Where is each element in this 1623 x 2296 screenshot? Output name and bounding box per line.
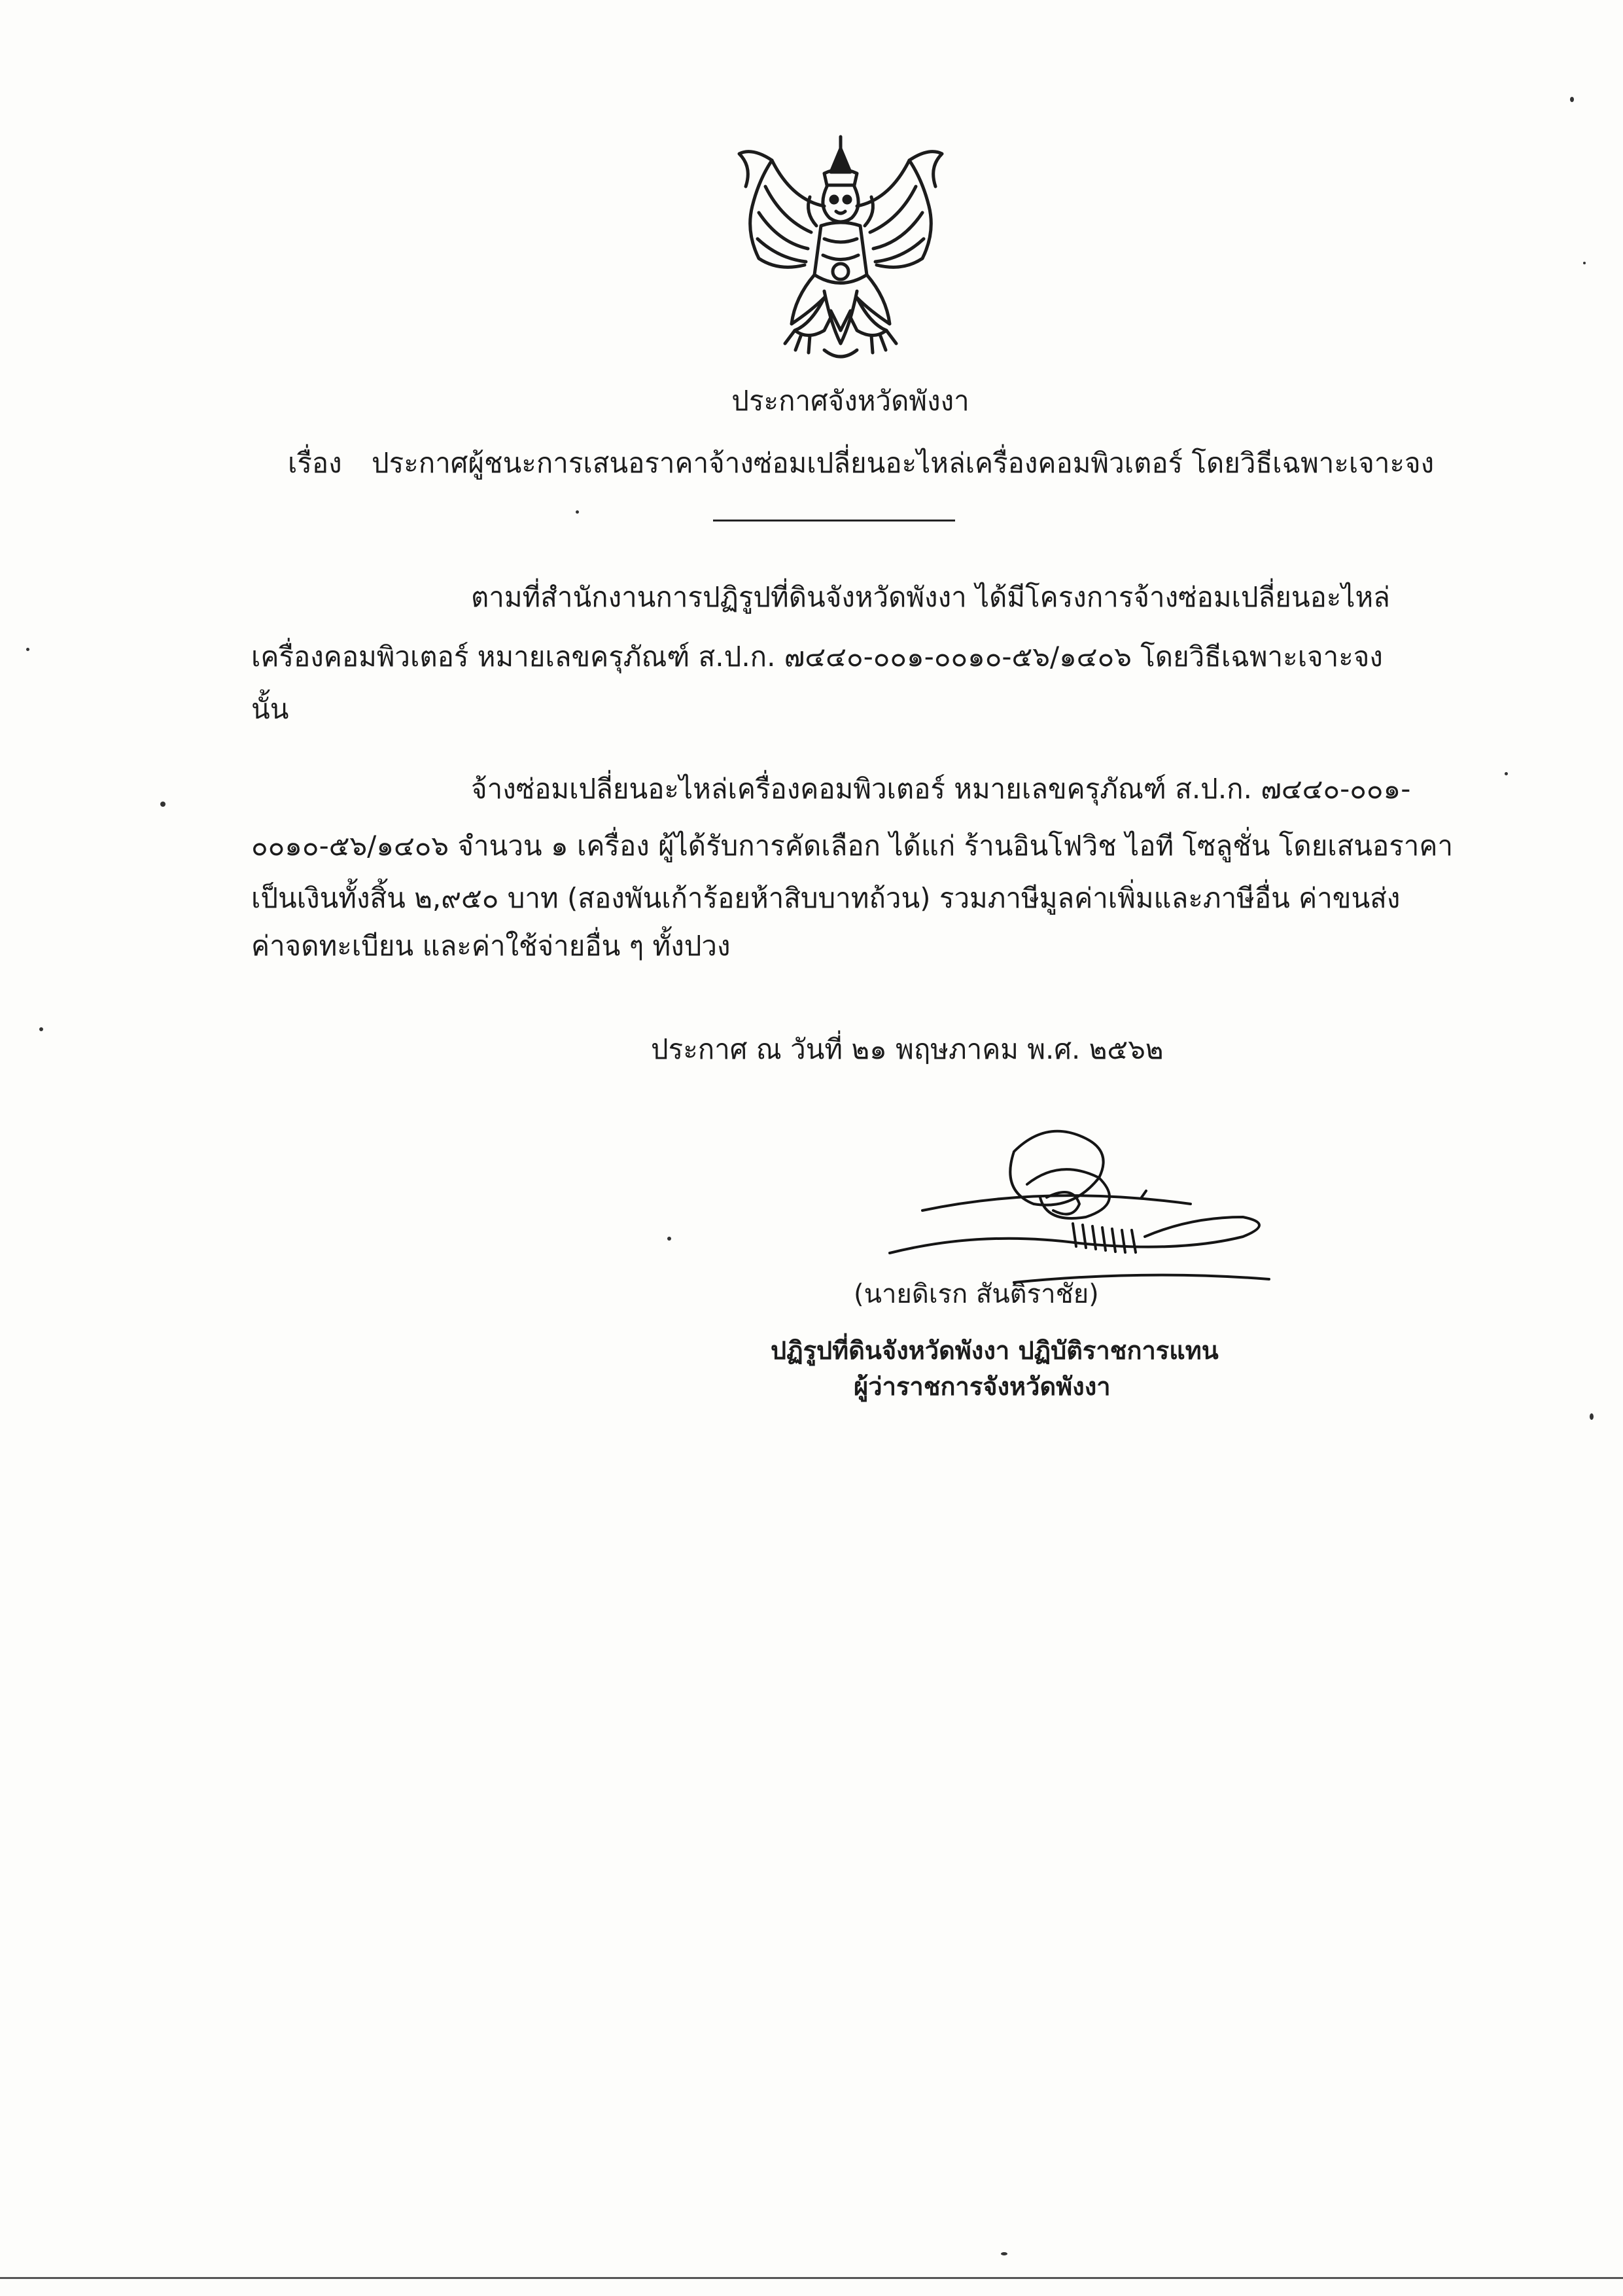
signatory-position-2: ผู้ว่าราชการจังหวัดพังงา [854,1372,1111,1401]
document-title: ประกาศจังหวัดพังงา [731,385,969,417]
para1-line2: เครื่องคอมพิวเตอร์ หมายเลขครุภัณฑ์ ส.ป.ก. ๗๔๔๐-๐๐๑-๐๐๑๐-๕๖/๑๔๐๖ โดยวิธีเฉพาะเจาะจง [251,641,1383,673]
handwritten-signature [850,1112,1308,1348]
subject-label: เรื่อง [288,447,342,479]
title-divider [713,520,955,521]
para2-line1: จ้างซ่อมเปลี่ยนอะไหล่เครื่องคอมพิวเตอร์ หมายเลขครุภัณฑ์ ส.ป.ก. ๗๔๔๐-๐๐๑- [471,773,1411,805]
signatory-position: ปฏิรูปที่ดินจังหวัดพังงา ปฏิบัติราชการแทน [771,1336,1219,1365]
garuda-emblem-icon [733,134,949,376]
para1-line3: นั้น [251,693,289,725]
para2-line3: เป็นเงินทั้งสิ้น ๒,๙๕๐ บาท (สองพันเก้าร้อยห้าสิบบาทถ้วน) รวมภาษีมูลค่าเพิ่มและภาษีอื่น ค่าขนส่ง [251,882,1401,914]
para1-line1: ตามที่สำนักงานการปฏิรูปที่ดินจังหวัดพังงา ได้มีโครงการจ้างซ่อมเปลี่ยนอะไหล่ [471,581,1390,613]
para2-line4: ค่าจดทะเบียน และค่าใช้จ่ายอื่น ๆ ทั้งปวง [251,930,731,962]
page-edge-line [0,2277,1623,2279]
signatory-name: (นายดิเรก สันติราชัย) [854,1279,1099,1309]
subject-text: ประกาศผู้ชนะการเสนอราคาจ้างซ่อมเปลี่ยนอะไหล่เครื่องคอมพิวเตอร์ โดยวิธีเฉพาะเจาะจง [372,447,1435,479]
para2-line2: ๐๐๑๐-๕๖/๑๔๐๖ จำนวน ๑ เครื่อง ผู้ได้รับการคัดเลือก ได้แก่ ร้านอินโฟวิช ไอที โซลูชั่น โดยเสนอราคา [251,830,1454,862]
announcement-date: ประกาศ ณ วันที่ ๒๑ พฤษภาคม พ.ศ. ๒๕๖๒ [651,1033,1164,1065]
